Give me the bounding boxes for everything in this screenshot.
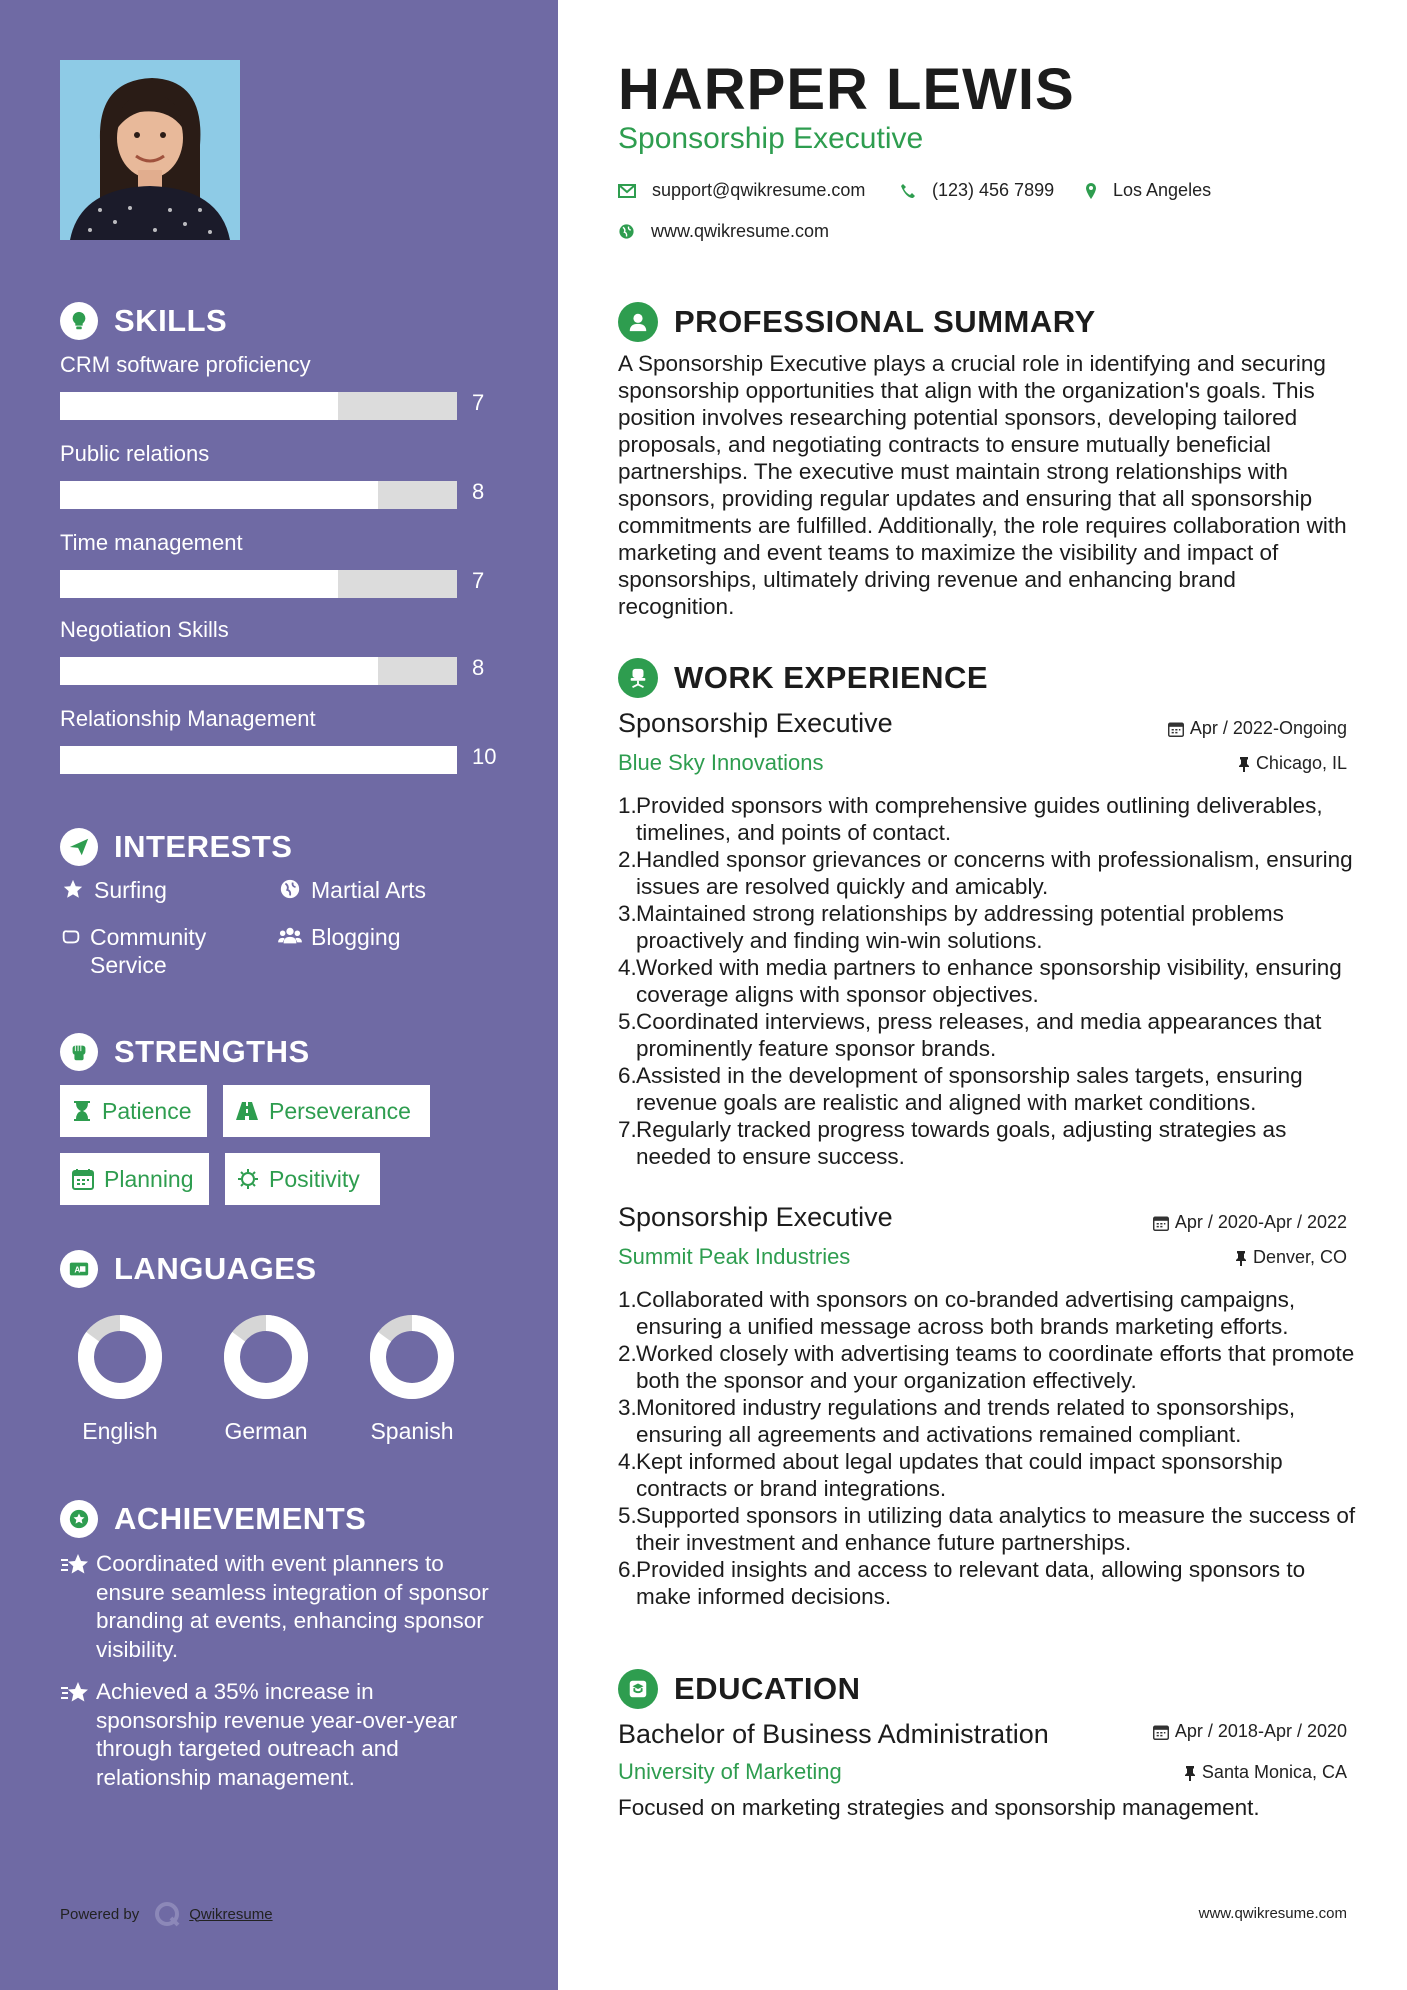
- job-location: Denver, CO: [1235, 1247, 1347, 1268]
- calendar-icon: [72, 1168, 94, 1190]
- hand-icon: [60, 923, 82, 947]
- phone-icon: [900, 183, 916, 199]
- website-link[interactable]: www.qwikresume.com: [651, 221, 830, 241]
- skill-label: Relationship Management: [60, 706, 316, 731]
- achievement-item: Achieved a 35% increase in sponsorship revenue year-over-year through targeted outreach and relationship management.: [60, 1678, 500, 1792]
- skill-bar-fill: [60, 746, 457, 774]
- skill-value: 7: [472, 390, 485, 415]
- globe-icon: [618, 223, 635, 240]
- skill-bar: [60, 746, 457, 774]
- language-donut: [367, 1312, 457, 1402]
- sidebar: [0, 0, 558, 1990]
- skills-heading: SKILLS: [60, 302, 227, 340]
- star-burst-icon: [60, 1550, 96, 1664]
- summary-text: A Sponsorship Executive plays a crucial role in identifying and securing sponsorship opportunities that align with the organization's goals. This position involves researching potential sponsors, developing tailored proposals, and negotiating contracts to ensure mutually beneficial partnerships. The executive must maintain strong relationships with sponsors, providing regular updates and ensuring that all sponsorship commitments are fulfilled. Additionally, the role requires collaboration with marketing and event teams to maximize the visibility and impact of sponsorships, ultimately driving revenue and enhancing brand recognition.: [618, 351, 1347, 619]
- main-content: [558, 0, 1407, 1990]
- language-donut: [221, 1312, 311, 1402]
- skill-bar-fill: [60, 481, 378, 509]
- calendar-icon: [1153, 1724, 1169, 1740]
- language-item: [352, 1312, 472, 1445]
- skill-value: 8: [472, 479, 485, 504]
- strength-chip: Planning: [60, 1153, 209, 1205]
- skill-label: Public relations: [60, 441, 210, 466]
- education-dates: Apr / 2018-Apr / 2020: [1153, 1721, 1347, 1742]
- interest-item: Surfing: [60, 876, 167, 904]
- language-item: [206, 1312, 326, 1445]
- skill-bar-fill: [60, 392, 338, 420]
- language-icon: [60, 1250, 98, 1288]
- strength-chip: Positivity: [225, 1153, 380, 1205]
- email-link[interactable]: support@qwikresume.com: [652, 180, 866, 200]
- map-marker-icon: [1085, 182, 1097, 200]
- language-label: German: [224, 1418, 308, 1444]
- qwikresume-logo-icon: [153, 1900, 181, 1928]
- svg-text:A: A: [74, 1265, 81, 1275]
- school-name: University of Marketing: [618, 1759, 842, 1784]
- phone-contact: (123) 456 7899: [900, 180, 1054, 201]
- envelope-icon: [618, 184, 636, 198]
- job-company: Blue Sky Innovations: [618, 750, 824, 775]
- education-heading: EDUCATION: [618, 1669, 860, 1709]
- job-title: Sponsorship Executive: [618, 708, 893, 738]
- profile-photo: [60, 60, 240, 240]
- users-icon: [277, 923, 303, 947]
- duty-item: 3. Monitored industry regulations and trends related to sponsorships, ensuring all agreements and activations remained compliant.: [618, 1395, 1296, 1447]
- skill-value: 7: [472, 568, 485, 593]
- calendar-icon: [1168, 721, 1184, 737]
- strength-chip: Perseverance: [223, 1085, 430, 1137]
- interest-item: Community Service: [60, 923, 250, 979]
- fist-icon: [60, 1033, 98, 1071]
- qwikresume-link[interactable]: Qwikresume: [189, 1905, 273, 1923]
- skill-value: 10: [472, 744, 497, 769]
- duty-item: 3. Maintained strong relationships by addressing potential problems proactively and finding win-win solutions.: [618, 901, 1284, 953]
- email-contact: [618, 180, 865, 201]
- duty-item: 4. Kept informed about legal updates that could impact sponsorship contracts or brand integrations.: [618, 1449, 1283, 1501]
- strength-chip: Patience: [60, 1085, 207, 1137]
- education-description: Focused on marketing strategies and sponsorship management.: [618, 1795, 1260, 1820]
- strengths-heading: STRENGTHS: [60, 1033, 310, 1071]
- graduation-icon: [618, 1669, 658, 1709]
- job-duties: [618, 792, 1363, 1170]
- candidate-name: HARPER LEWIS: [618, 57, 1075, 122]
- sun-icon: [237, 1168, 259, 1190]
- skill-value: 8: [472, 655, 485, 680]
- job-company: Summit Peak Industries: [618, 1244, 851, 1269]
- skill-bar: [60, 481, 457, 509]
- pin-icon: [1238, 756, 1250, 772]
- office-chair-icon: [618, 658, 658, 698]
- calendar-icon: [1153, 1215, 1169, 1231]
- footer-url[interactable]: www.qwikresume.com: [1198, 1905, 1347, 1922]
- languages-heading: A LANGUAGES: [60, 1250, 317, 1288]
- pin-icon: [1235, 1250, 1247, 1266]
- hourglass-icon: [72, 1100, 92, 1122]
- duty-item: 4. Worked with media partners to enhance sponsorship visibility, ensuring coverage aligns with sponsor objectives.: [618, 955, 1342, 1007]
- language-item: [60, 1312, 180, 1445]
- duty-item: 2. Worked closely with advertising teams to coordinate efforts that promote both the sponsor and your organization effectively.: [618, 1341, 1355, 1393]
- duty-item: 5. Coordinated interviews, press releases, and media appearances that prominently feature sponsor brands.: [618, 1009, 1322, 1061]
- user-icon: [618, 302, 658, 342]
- interests-heading: INTERESTS: [60, 828, 292, 866]
- badge-icon: [60, 1500, 98, 1538]
- duty-item: 1. Provided sponsors with comprehensive guides outlining deliverables, timelines, and points of contact.: [618, 793, 1323, 845]
- skill-bar: [60, 657, 457, 685]
- job-dates: Apr / 2022-Ongoing: [1168, 718, 1347, 739]
- education-location: Santa Monica, CA: [1184, 1762, 1347, 1783]
- skill-bar-fill: [60, 570, 338, 598]
- duty-item: 6. Assisted in the development of sponsorship sales targets, ensuring revenue goals are realistic and aligned with market conditions.: [618, 1063, 1303, 1115]
- job-location: Chicago, IL: [1238, 753, 1347, 774]
- star-icon: [60, 876, 86, 900]
- skill-label: Negotiation Skills: [60, 617, 229, 642]
- job-dates: Apr / 2020-Apr / 2022: [1153, 1212, 1347, 1233]
- achievement-item: Coordinated with event planners to ensure seamless integration of sponsor branding at events, enhancing sponsor visibility.: [60, 1550, 500, 1664]
- language-label: English: [82, 1418, 158, 1444]
- globe-icon: [277, 876, 303, 900]
- interest-item: Martial Arts: [277, 876, 426, 904]
- duty-item: 7. Regularly tracked progress towards goals, adjusting strategies as needed to ensure success.: [618, 1117, 1287, 1169]
- lightbulb-icon: [60, 302, 98, 340]
- summary-heading: PROFESSIONAL SUMMARY: [618, 302, 1096, 342]
- skill-bar: [60, 392, 457, 420]
- job-duties: [618, 1286, 1363, 1610]
- degree-title: Bachelor of Business Administration: [618, 1719, 1049, 1749]
- language-label: Spanish: [370, 1418, 454, 1444]
- job-title: Sponsorship Executive: [618, 1202, 893, 1232]
- skill-bar-fill: [60, 657, 378, 685]
- duty-item: 1. Collaborated with sponsors on co-branded advertising campaigns, ensuring a unified message across both brands marketing efforts.: [618, 1287, 1296, 1339]
- skill-bar: [60, 570, 457, 598]
- work-heading: WORK EXPERIENCE: [618, 658, 988, 698]
- road-icon: [235, 1101, 259, 1121]
- powered-by: Powered by Qwikresume: [60, 1900, 273, 1928]
- star-burst-icon: [60, 1678, 96, 1792]
- achievements-heading: ACHIEVEMENTS: [60, 1500, 366, 1538]
- pin-icon: [1184, 1765, 1196, 1781]
- location-contact: Los Angeles: [1085, 180, 1211, 201]
- skill-label: Time management: [60, 530, 243, 555]
- duty-item: 2. Handled sponsor grievances or concerns with professionalism, ensuring issues are resolved quickly and amicably.: [618, 847, 1353, 899]
- duty-item: 6. Provided insights and access to relevant data, allowing sponsors to make informed decisions.: [618, 1557, 1306, 1609]
- duty-item: 5. Supported sponsors in utilizing data analytics to measure the success of their investment and enhance future partnerships.: [618, 1503, 1356, 1555]
- paper-plane-icon: [60, 828, 98, 866]
- skill-label: CRM software proficiency: [60, 352, 311, 377]
- website-contact: [618, 221, 829, 242]
- candidate-role: Sponsorship Executive: [618, 122, 924, 155]
- interest-item: Blogging: [277, 923, 401, 951]
- language-donut: [75, 1312, 165, 1402]
